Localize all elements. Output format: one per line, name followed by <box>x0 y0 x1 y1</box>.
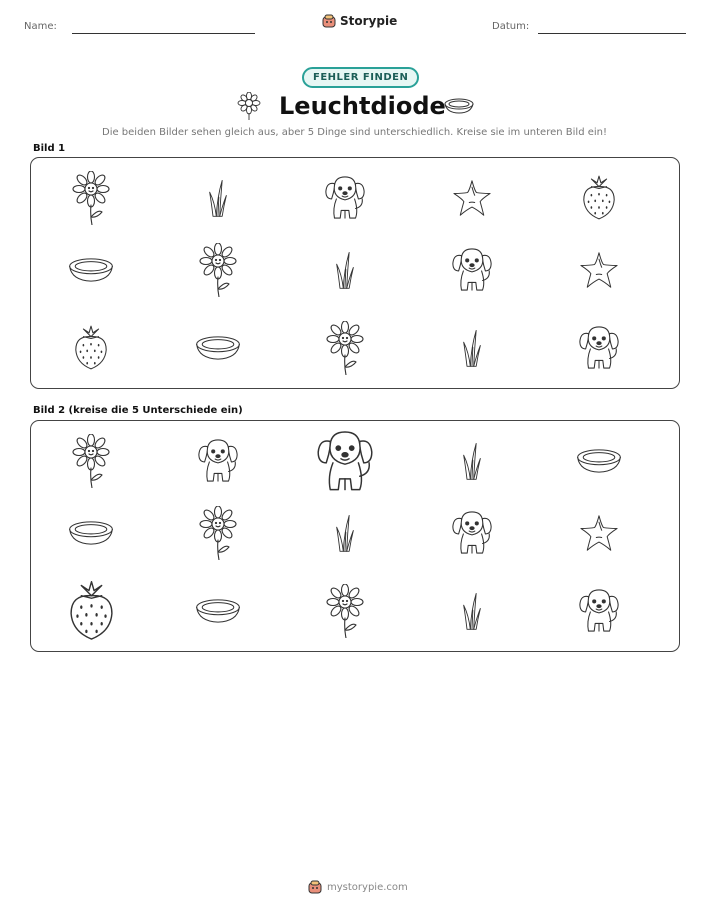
grass-icon[interactable] <box>462 591 482 631</box>
strawberry-icon <box>580 175 618 221</box>
footer <box>308 880 408 894</box>
bowl-icon <box>194 335 242 361</box>
bowl-icon[interactable] <box>575 448 623 474</box>
flower-icon[interactable] <box>71 434 111 488</box>
bowl-icon[interactable] <box>67 520 115 546</box>
worksheet-type-badge: FEHLER FINDEN <box>302 67 419 88</box>
picture-2-label: Bild 2 (kreise die 5 Unterschiede ein) <box>33 405 243 416</box>
date-label: Datum: <box>492 21 530 32</box>
worksheet-title: Leuchtdiode <box>279 92 446 120</box>
flower-icon <box>237 92 261 120</box>
bowl-icon <box>444 97 474 115</box>
bowl-icon <box>67 257 115 283</box>
picture-1-panel <box>30 157 680 389</box>
flower-icon <box>325 321 365 375</box>
dog-icon <box>577 324 621 372</box>
grass-icon <box>335 250 355 290</box>
name-label: Name: <box>24 21 57 32</box>
dog-icon[interactable] <box>314 428 376 495</box>
picture-1-label: Bild 1 <box>33 143 66 154</box>
dog-icon <box>323 174 367 222</box>
star-icon[interactable] <box>579 514 619 552</box>
flower-icon[interactable] <box>198 506 238 560</box>
strawberry-icon[interactable] <box>66 580 117 642</box>
brand-logo <box>322 14 397 28</box>
storypie-mascot-icon <box>308 880 322 894</box>
dog-icon[interactable] <box>577 587 621 635</box>
grass-icon[interactable] <box>462 441 482 481</box>
bowl-icon[interactable] <box>194 598 242 624</box>
brand-name: Storypie <box>340 14 398 28</box>
instructions-text: Die beiden Bilder sehen gleich aus, aber 5 Dinge sind unterschiedlich. Kreise sie im unteren Bild ein! <box>102 127 607 138</box>
dog-icon[interactable] <box>196 437 240 485</box>
dog-icon <box>450 246 494 294</box>
strawberry-icon <box>72 325 110 371</box>
star-icon <box>452 179 492 217</box>
storypie-mascot-icon <box>322 14 336 28</box>
grass-icon[interactable] <box>335 513 355 553</box>
grass-icon <box>208 178 228 218</box>
star-icon <box>579 251 619 289</box>
flower-icon[interactable] <box>325 584 365 638</box>
flower-icon <box>198 243 238 297</box>
grass-icon <box>462 328 482 368</box>
name-field-line[interactable] <box>72 33 255 34</box>
flower-icon <box>71 171 111 225</box>
dog-icon[interactable] <box>450 509 494 557</box>
footer-url[interactable]: mystorypie.com <box>327 881 408 893</box>
date-field-line[interactable] <box>538 33 686 34</box>
picture-2-panel[interactable] <box>30 420 680 652</box>
